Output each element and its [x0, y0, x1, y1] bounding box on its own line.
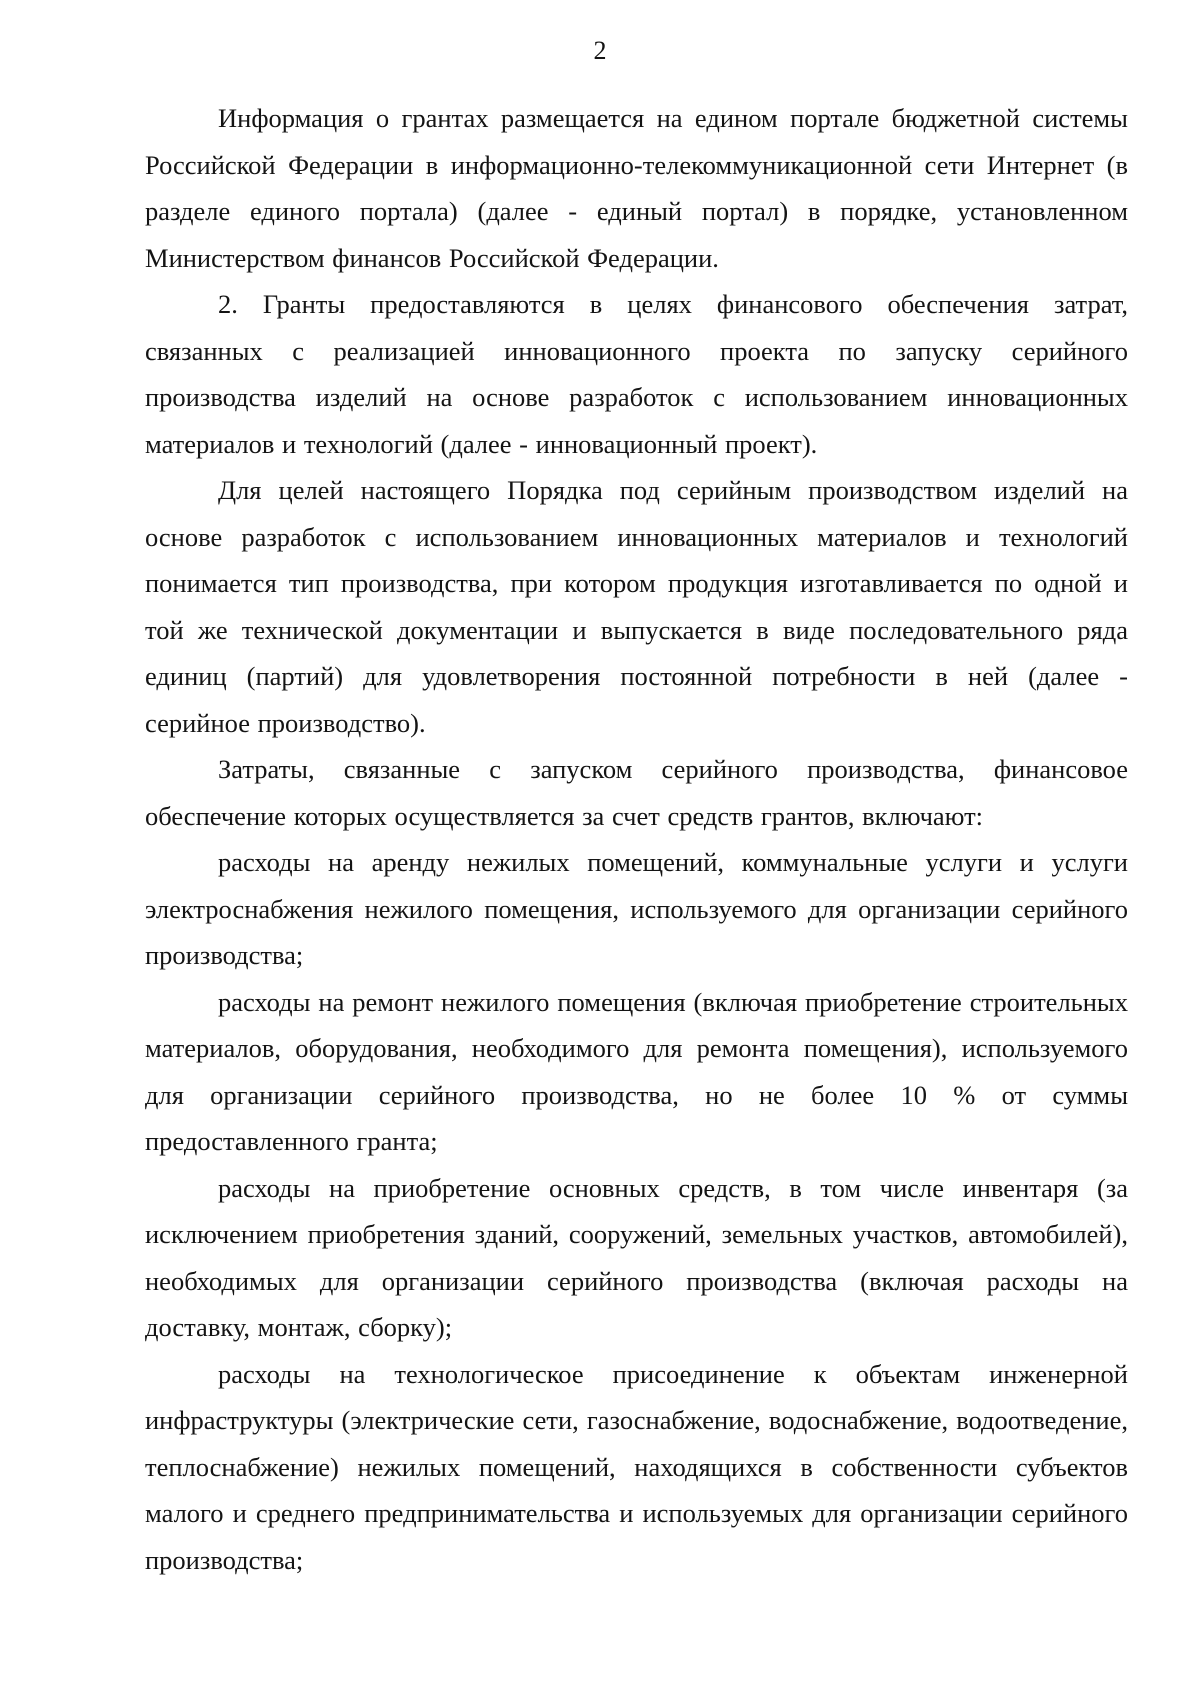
paragraph-costs-intro: Затраты, связанные с запуском серийного производства, финансовое обеспечение которых осуществляется за счет средств грантов, включают: — [145, 754, 1128, 831]
document-body — [145, 95, 1128, 1583]
paragraph-serial-production-definition: Для целей настоящего Порядка под серийным производством изделий на основе разработок с использованием инновационных материалов и технологий понимается тип производства, при котором продукция изготавливается по одной и той же технической документации и выпускается в виде последовательного ряда единиц (партий) для удовлетворения постоянной потребности в ней (далее - серийное производство). — [145, 475, 1128, 738]
paragraph-grant-purpose: 2. Гранты предоставляются в целях финансового обеспечения затрат, связанных с реализацией инновационного проекта по запуску серийного производства изделий на основе разработок с использованием инновационных материалов и технологий (далее - инновационный проект). — [145, 289, 1128, 459]
paragraph-cost-fixed-assets: расходы на приобретение основных средств, в том числе инвентаря (за исключением приобретения зданий, сооружений, земельных участков, автомобилей), необходимых для организации серийного производства (включая расходы на доставку, монтаж, сборку); — [145, 1172, 1128, 1342]
paragraph-cost-infrastructure: расходы на технологическое присоединение к объектам инженерной инфраструктуры (электрические сети, газоснабжение, водоснабжение, водоотведение, теплоснабжение) нежилых помещений, находящихся в собственности субъектов малого и среднего предпринимательства и используемых для организации серийного производства; — [145, 1358, 1128, 1575]
paragraph-grant-info-portal: Информация о грантах размещается на едином портале бюджетной системы Российской Федерации в информационно-телекоммуникационной сети Интернет (в разделе единого портала) (далее - единый портал) в порядке, установленном Министерством финансов Российской Федерации. — [145, 103, 1128, 273]
page-number: 2 — [593, 36, 607, 65]
paragraph-cost-rent: расходы на аренду нежилых помещений, коммунальные услуги и услуги электроснабжения нежилого помещения, используемого для организации серийного производства; — [145, 847, 1128, 970]
paragraph-cost-repair: расходы на ремонт нежилого помещения (включая приобретение строительных материалов, оборудования, необходимого для ремонта помещения), используемого для организации серийного производства, но не более 10 % от суммы предоставленного гранта; — [145, 986, 1128, 1156]
